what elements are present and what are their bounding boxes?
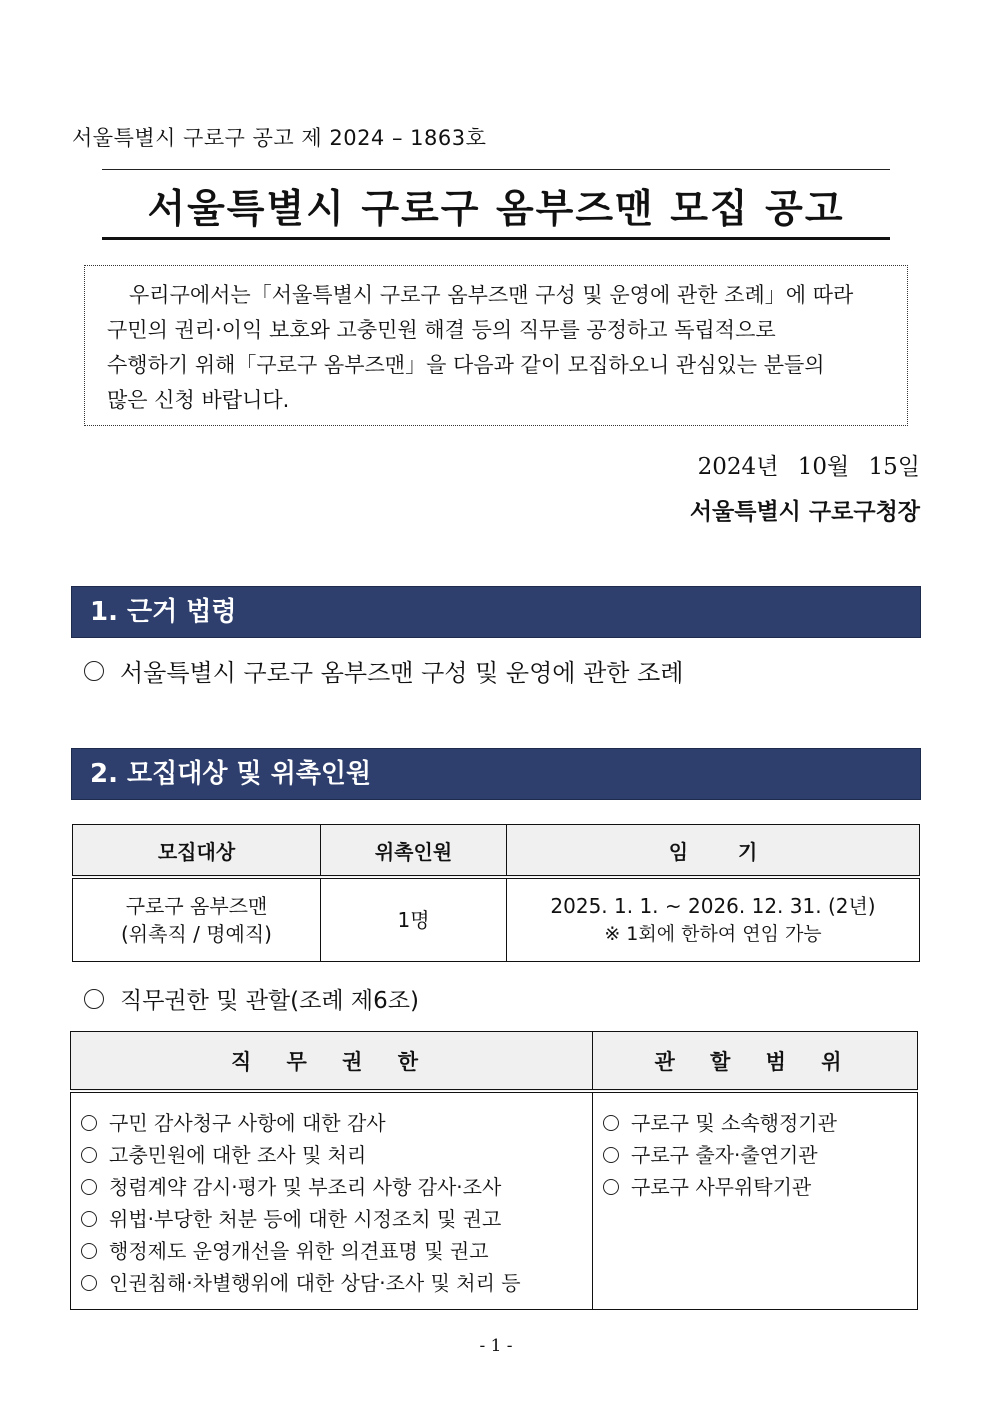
- list-item: [81, 1267, 584, 1299]
- page-title: 서울특별시 구로구 옴부즈맨 모집 공고: [147, 187, 845, 232]
- scope-text: 구로구 및 소속행정기관: [631, 1111, 837, 1135]
- list-item: [603, 1171, 909, 1203]
- circle-bullet-icon: [81, 1275, 97, 1291]
- duties-table: [70, 1031, 918, 1310]
- recruitment-table: [72, 824, 920, 962]
- circle-bullet-icon: [84, 661, 104, 681]
- table-header: 관 할 범 위: [593, 1032, 918, 1092]
- title-rule-top: [102, 169, 890, 170]
- duty-text: 청렴계약 감시·평가 및 부조리 사항 감사·조사: [109, 1175, 502, 1199]
- table-header: [507, 825, 920, 878]
- table-header: 모집대상: [73, 825, 321, 878]
- target-line: 구로구 옴부즈맨: [125, 894, 268, 918]
- scope-text: 구로구 출자·출연기관: [631, 1143, 818, 1167]
- table-cell-term: [507, 877, 920, 962]
- list-item: [81, 1203, 584, 1235]
- target-line: (위촉직 / 명예직): [121, 922, 272, 946]
- notice-date: 2024년 10월 15일: [697, 454, 920, 480]
- duty-text: 구민 감사청구 사항에 대한 감사: [109, 1111, 386, 1135]
- page-number: - 1 -: [479, 1336, 513, 1356]
- duty-text: 인권침해·차별행위에 대한 상담·조사 및 처리 등: [109, 1271, 521, 1295]
- section1-item-text: 서울특별시 구로구 옴부즈맨 구성 및 운영에 관한 조례: [120, 659, 684, 687]
- list-item: [81, 1235, 584, 1267]
- list-item: [81, 1107, 584, 1139]
- table-cell-count: 1명: [321, 877, 507, 962]
- circle-bullet-icon: [603, 1179, 619, 1195]
- scope-cell: [593, 1091, 918, 1310]
- title-rule-bottom: [102, 237, 890, 240]
- section1-heading: 1. 근거 법령: [71, 586, 921, 638]
- duty-text: 고충민원에 대한 조사 및 처리: [109, 1143, 367, 1167]
- circle-bullet-icon: [81, 1211, 97, 1227]
- list-item: [603, 1107, 909, 1139]
- intro-line: 많은 신청 바랍니다.: [107, 388, 290, 412]
- scope-text: 구로구 사무위탁기관: [631, 1175, 812, 1199]
- table-cell-target: [73, 877, 321, 962]
- intro-box: [84, 265, 908, 426]
- section1-item: [84, 653, 683, 688]
- circle-bullet-icon: [81, 1115, 97, 1131]
- circle-bullet-icon: [81, 1243, 97, 1259]
- duty-text: 행정제도 운영개선을 위한 의견표명 및 권고: [109, 1239, 489, 1263]
- list-item: [603, 1139, 909, 1171]
- term-header-text: 임 기: [668, 839, 758, 864]
- intro-line: 수행하기 위해「구로구 옴부즈맨」을 다음과 같이 모집하오니 관심있는 분들의: [107, 353, 825, 377]
- term-line: 2025. 1. 1. ~ 2026. 12. 31. (2년): [550, 894, 876, 918]
- term-note: ※ 1회에 한하여 연임 가능: [604, 923, 822, 945]
- list-item: [81, 1139, 584, 1171]
- section2-heading: 2. 모집대상 및 위촉인원: [71, 748, 921, 800]
- list-item: [81, 1171, 584, 1203]
- notice-number: 서울특별시 구로구 공고 제 2024 – 1863호: [72, 126, 487, 150]
- duties-heading: [84, 982, 419, 1015]
- intro-line: 우리구에서는「서울특별시 구로구 옴부즈맨 구성 및 운영에 관한 조례」에 따라: [129, 283, 854, 307]
- circle-bullet-icon: [603, 1147, 619, 1163]
- duties-cell: [71, 1091, 593, 1310]
- duty-text: 위법·부당한 처분 등에 대한 시정조치 및 권고: [109, 1207, 502, 1231]
- duties-heading-text: 직무권한 및 관할(조례 제6조): [120, 988, 419, 1014]
- circle-bullet-icon: [84, 989, 104, 1009]
- table-header: 직 무 권 한: [71, 1032, 593, 1092]
- circle-bullet-icon: [81, 1179, 97, 1195]
- table-header: 위촉인원: [321, 825, 507, 878]
- circle-bullet-icon: [603, 1115, 619, 1131]
- issuer: 서울특별시 구로구청장: [689, 498, 920, 525]
- intro-line: 구민의 권리·이익 보호와 고충민원 해결 등의 직무를 공정하고 독립적으로: [107, 318, 776, 342]
- circle-bullet-icon: [81, 1147, 97, 1163]
